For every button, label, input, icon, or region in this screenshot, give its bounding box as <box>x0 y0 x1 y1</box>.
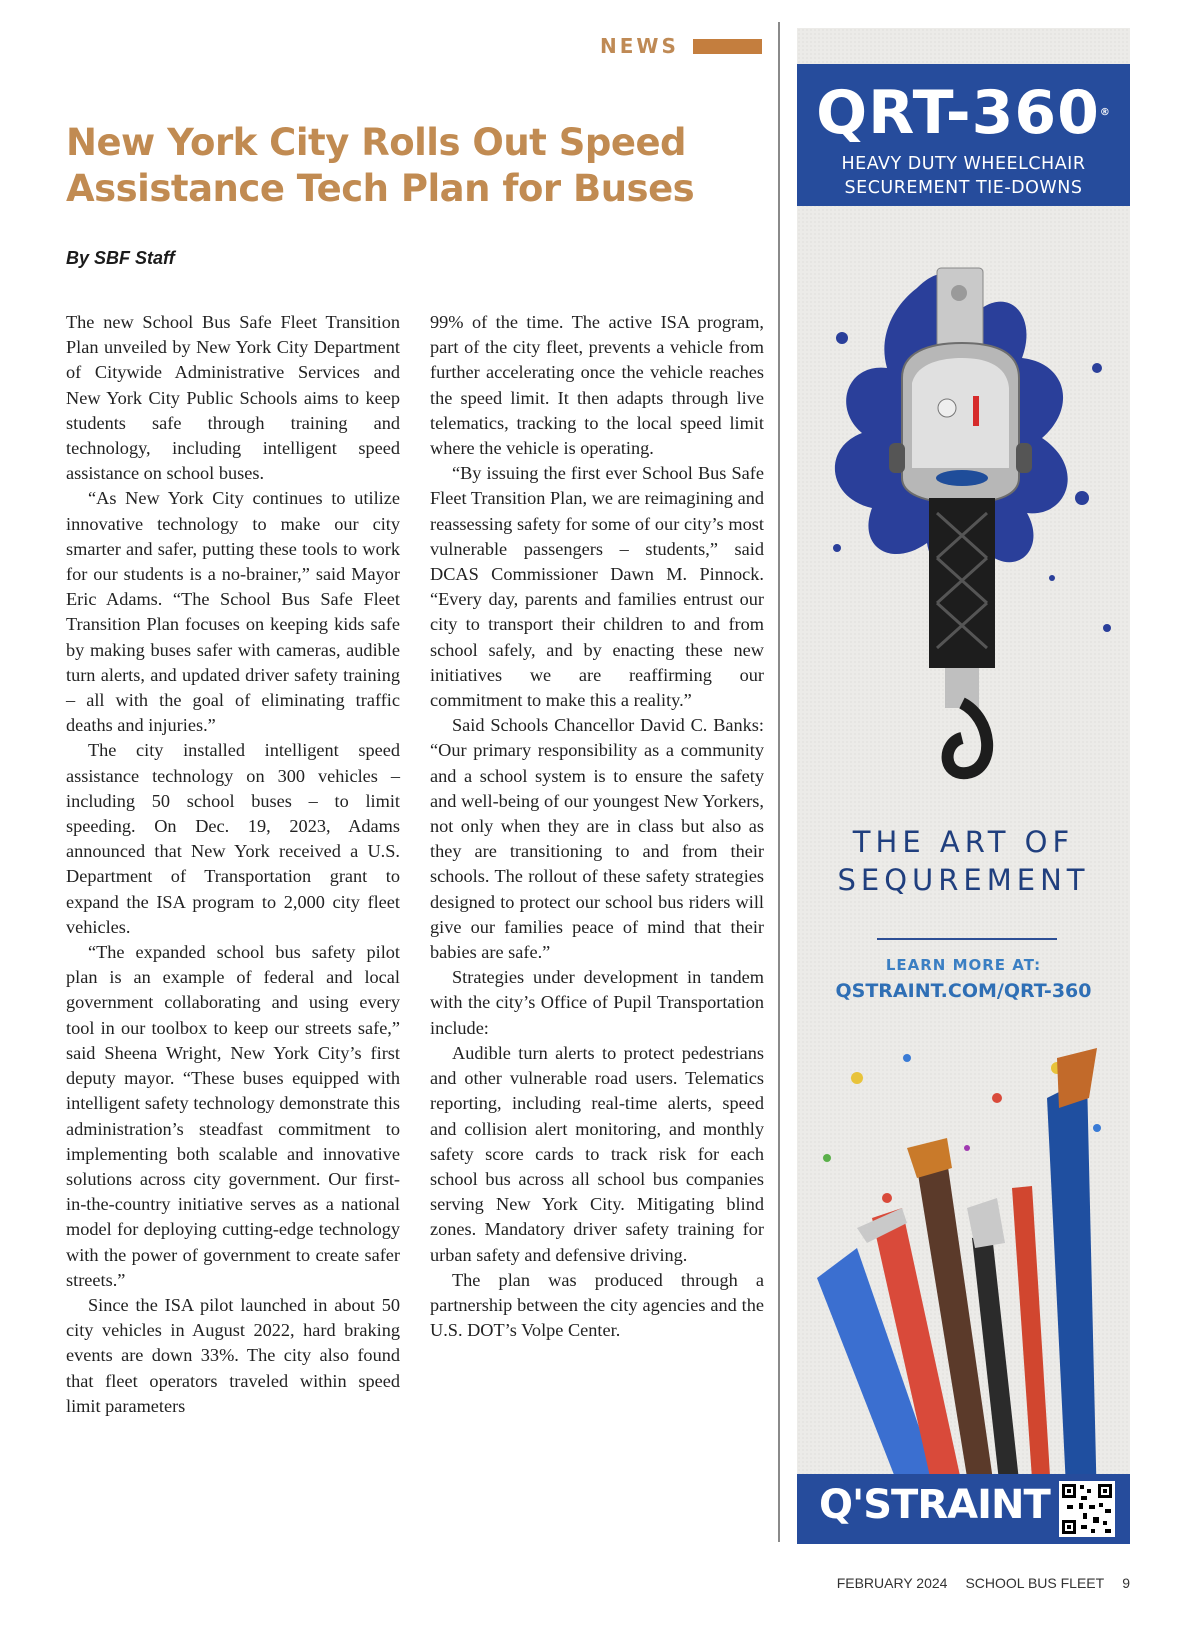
paragraph: “By issuing the first ever School Bus Safe Fleet Transition Plan, we are reimagining and reassessing safety for some of our city’s most vulnerable passengers – students,” said DCAS Commissioner Dawn M. Pinnock. “Every day, parents and families entrust our city to transport their children to and from school safely, and by enacting these new initiatives we are reaffirming our commitment to make this a reality.” <box>430 463 764 711</box>
paragraph: Since the ISA pilot launched in about 50 city vehicles in August 2022, hard braking events are down 33%. The city also found that fleet operators traveled within speed limit parameters <box>66 1294 400 1416</box>
ad-rule <box>877 938 1057 940</box>
paint-brushes-image <box>797 1038 1130 1508</box>
paragraph: Strategies under development in tandem with the city’s Office of Pupil Transportation include: <box>430 967 764 1038</box>
footer-date: FEBRUARY 2024 <box>836 1575 948 1591</box>
advertisement[interactable] <box>797 28 1130 1544</box>
article-column-left <box>66 310 400 1419</box>
ad-tagline: THE ART OF SEQUREMENT <box>837 825 1090 897</box>
qr-code-icon[interactable] <box>1059 1481 1115 1537</box>
section-label: NEWS <box>600 34 679 58</box>
paragraph: Audible turn alerts to protect pedestrians and other vulnerable road users. Telematics reporting, including real-time alerts, speed and collision alert monitoring, and monthly safety score cards to track risk for each school bus across all school bus companies serving New York City. Mitigating blind zones. Mandatory driver safety training for urban safety and defensive driving. <box>430 1042 764 1265</box>
ad-subtitle: HEAVY DUTY WHEELCHAIR SECUREMENT TIE-DOWNS <box>841 154 1086 198</box>
column-divider <box>778 22 780 1542</box>
section-bar <box>693 39 762 54</box>
section-tag <box>600 34 762 58</box>
tie-down-device-image <box>797 248 1130 788</box>
page-number: 9 <box>1122 1575 1130 1591</box>
ad-url-link[interactable]: QSTRAINT.COM/QRT-360 <box>835 980 1092 1002</box>
ad-learn-more: LEARN MORE AT: <box>885 956 1042 974</box>
ad-product-name: QRT-360® <box>816 78 1111 148</box>
paragraph: The plan was produced through a partnership between the city agencies and the U.S. DOT’s Volpe Center. <box>430 1269 764 1341</box>
paragraph: The city installed intelligent speed assistance technology on 300 vehicles – including 50 school buses – to limit speeding. On Dec. 19, 2023, Adams announced that New York received a U.S. Department of Transportation grant to expand the ISA program to 2,000 city fleet vehicles. <box>66 740 400 937</box>
ad-header <box>797 64 1130 206</box>
page-footer <box>837 1575 1130 1591</box>
paragraph: “As New York City continues to utilize innovative technology to make our city smarter and safer, putting these tools to work for our students is a no-brainer,” said Mayor Eric Adams. “The School Bus Safe Fleet Transition Plan focuses on keeping kids safe by making buses safer with cameras, audible turn alerts, and updated driver safety training – all with the goal of eliminating traffic deaths and injuries.” <box>66 488 400 736</box>
paragraph: “The expanded school bus safety pilot plan is an example of federal and local government collaborating and using every tool in our toolbox to keep our streets safe,” said Sheena Wright, New York City’s first deputy mayor. “These buses equipped with intelligent safety technology demonstrate this administration’s steadfast commitment to implementing both scalable and innovative solutions across city government. Our first-in-the-country initiative serves as a national model for deploying cutting-edge technology with the power of government to create safer streets.” <box>66 942 400 1290</box>
footer-publication: SCHOOL BUS FLEET <box>965 1575 1105 1591</box>
article-column-right <box>430 310 764 1343</box>
ad-footer-bar <box>797 1474 1130 1544</box>
paragraph: The new School Bus Safe Fleet Transition Plan unveiled by New York City Department of Citywide Administrative Services and New York City Public Schools aims to keep students safe through training and technology, including intelligent speed assistance on school buses. <box>66 312 400 484</box>
paragraph: 99% of the time. The active ISA program, part of the city fleet, prevents a vehicle from further accelerating once the vehicle reaches the speed limit. It then adapts through live telematics, tracking to the local speed limit where the vehicle is operating. <box>430 312 764 459</box>
qstraint-logo: Q'STRAINT <box>819 1482 1050 1528</box>
registered-mark: ® <box>1099 107 1111 118</box>
paragraph: Said Schools Chancellor David C. Banks: “Our primary responsibility as a community and a school system is to ensure the safety and well-being of our youngest New Yorkers, not only when they are in class but also as they are transitioning to and from their schools. The rollout of these safety strategies designed to protect our school bus riders will give our families peace of mind that their babies are safe.” <box>430 715 764 963</box>
article-byline: By SBF Staff <box>66 248 175 268</box>
article-headline: New York City Rolls Out Speed Assistance Tech Plan for Buses <box>66 121 695 210</box>
